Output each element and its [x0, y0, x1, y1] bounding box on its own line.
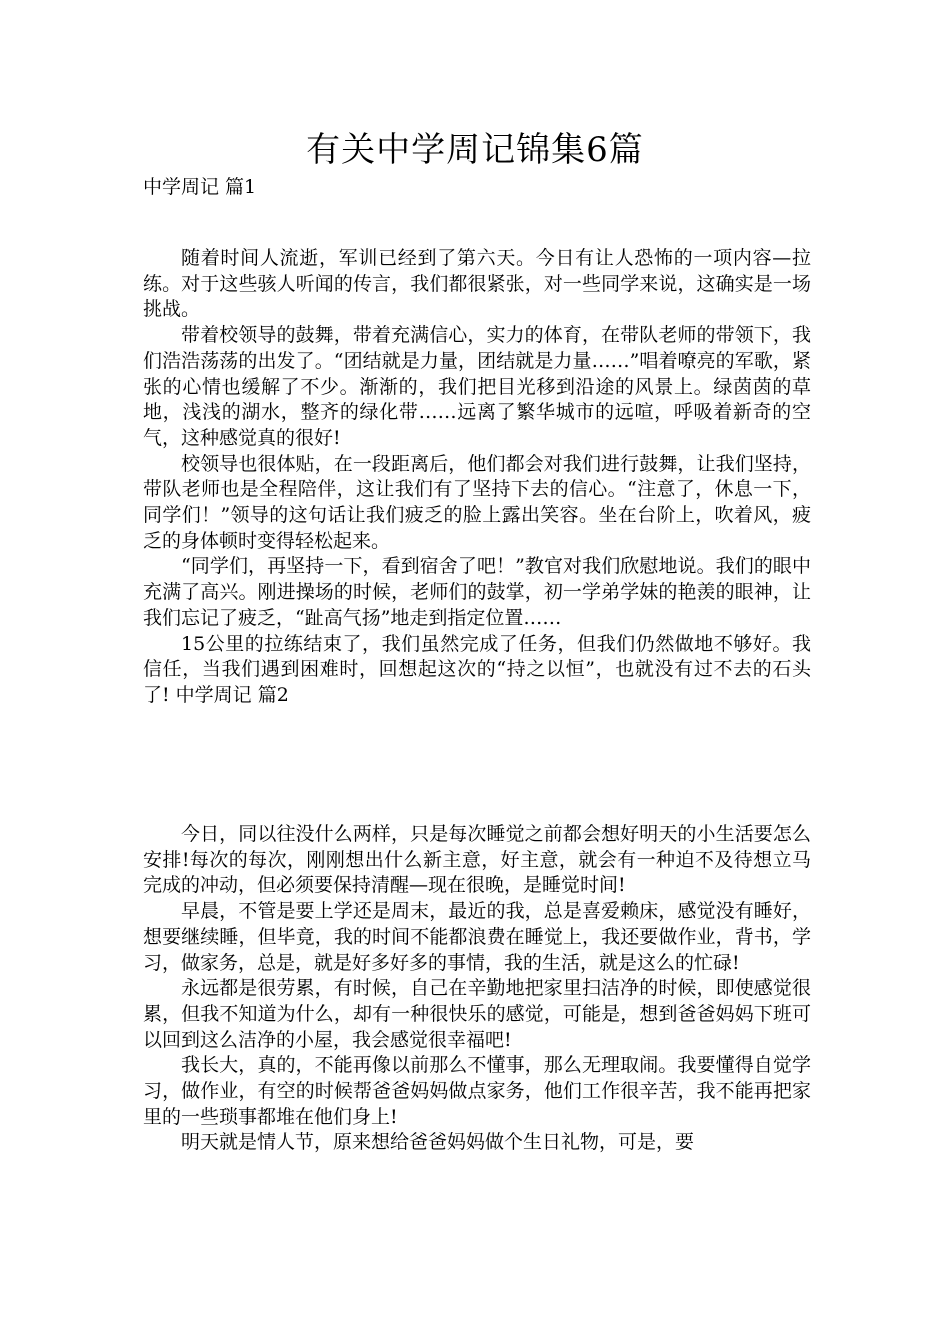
section-2-paragraph-2: 早晨，不管是要上学还是周末，最近的我，总是喜爱赖床，感觉没有睡好，想要继续睡，但毕竟，我的时间不能都浪费在睡觉上，我还要做作业，背书，学习，做家务，总是，就是好多好多的事情，我的生活，就是这么的忙碌! [143, 900, 811, 974]
section-1-paragraph-4: “同学们，再坚持一下，看到宿舍了吧！”教官对我们欣慰地说。我们的眼中充满了高兴。刚进操场的时候，老师们的鼓掌，初一学弟学妹的艳羡的眼神，让我们忘记了疲乏，“趾高气扬”地走到指定位置…… [143, 555, 811, 629]
section-1-paragraph-5 [143, 632, 811, 709]
section-1-heading: 中学周记 篇1 [143, 176, 257, 198]
section-2-paragraph-4: 我长大，真的，不能再像以前那么不懂事，那么无理取闹。我要懂得自觉学习，做作业，有空的时候帮爸爸妈妈做点家务，他们工作很辛苦，我不能再把家里的一些琐事都堆在他们身上! [143, 1054, 811, 1128]
section-1-paragraph-3: 校领导也很体贴，在一段距离后，他们都会对我们进行鼓舞，让我们坚持，带队老师也是全程陪伴，这让我们有了坚持下去的信心。“注意了，休息一下，同学们！”领导的这句话让我们疲乏的脸上露出笑容。坐在台阶上，吹着风，疲乏的身体顿时变得轻松起来。 [143, 452, 811, 552]
section-2-heading: 中学周记 篇2 [169, 683, 289, 706]
section-2-paragraph-1: 今日，同以往没什么两样，只是每次睡觉之前都会想好明天的小生活要怎么安排!每次的每次，刚刚想出什么新主意，好主意，就会有一种迫不及待想立马完成的冲动，但必须要保持清醒—现在很晚，是睡觉时间! [143, 823, 811, 897]
section-1-paragraph-5-text: 15公里的拉练结束了，我们虽然完成了任务，但我们仍然做地不够好。我信任，当我们遇到困难时，回想起这次的“持之以恒”，也就没有过不去的石头了! [143, 632, 811, 706]
section-1-paragraph-1: 随着时间人流逝，军训已经到了第六天。今日有让人恐怖的一项内容—拉练。对于这些骇人听闻的传言，我们都很紧张，对一些同学来说，这确实是一场挑战。 [143, 247, 811, 321]
section-2-paragraph-5: 明天就是情人节，原来想给爸爸妈妈做个生日礼物，可是，要 [181, 1131, 695, 1154]
section-1-body [143, 246, 811, 709]
section-2-paragraph-3: 永远都是很劳累，有时候，自己在辛勤地把家里扫洁净的时候，即使感觉很累，但我不知道为什么，却有一种很快乐的感觉，可能是，想到爸爸妈妈下班可以回到这么洁净的小屋，我会感觉很幸福吧! [143, 977, 811, 1051]
section-2-body [143, 822, 811, 1156]
section-1-paragraph-2: 带着校领导的鼓舞，带着充满信心，实力的体育，在带队老师的带领下，我们浩浩荡荡的出发了。“团结就是力量，团结就是力量……”唱着嘹亮的军歌，紧张的心情也缓解了不少。渐渐的，我们把目光移到沿途的风景上。绿茵茵的草地，浅浅的湖水，整齐的绿化带……远离了繁华城市的远喧，呼吸着新奇的空气，这种感觉真的很好! [143, 324, 811, 449]
document-title: 有关中学周记锦集6篇 [306, 130, 644, 170]
